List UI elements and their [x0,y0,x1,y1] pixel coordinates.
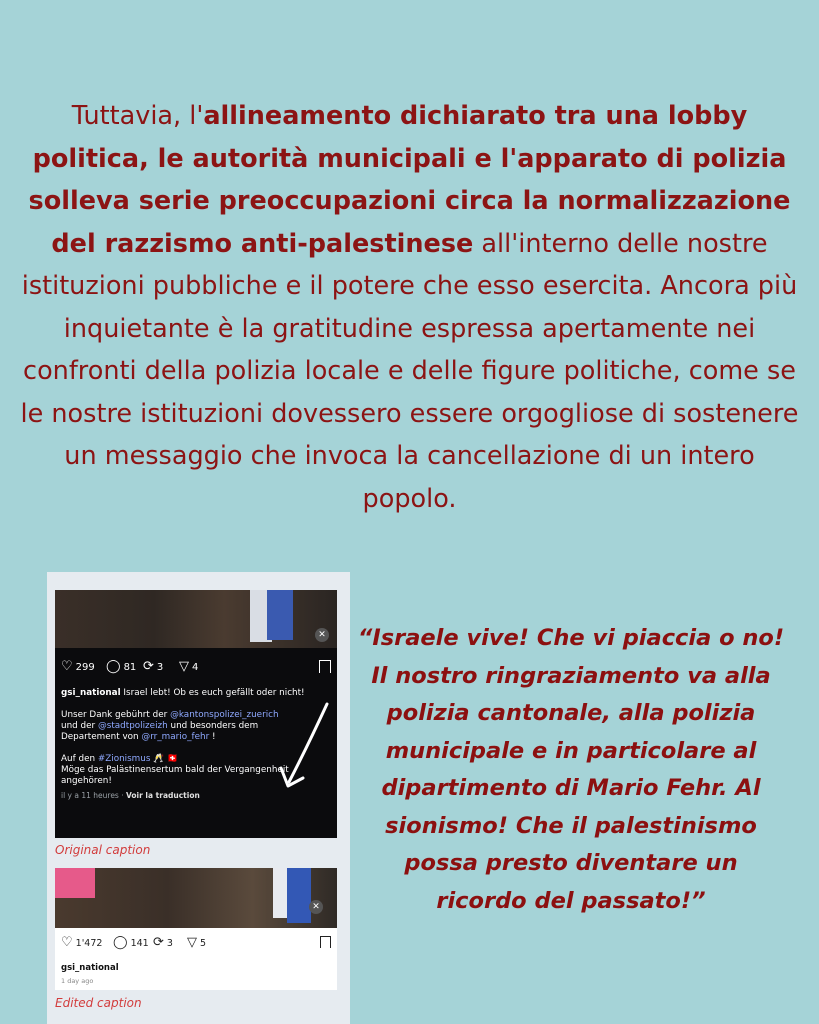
bookmark-icon[interactable] [320,936,331,948]
main-paragraph [20,95,799,520]
repost-icon: ⟳ [153,935,164,950]
mute-icon[interactable]: ✕ [315,628,329,642]
send-icon: ▽ [187,935,197,950]
paragraph-intro: Tuttavia, l' [71,101,204,131]
post-image [55,590,337,648]
comment-icon: ◯ [106,659,121,674]
quote-text: “Israele vive! Che vi piaccia o no! Il nostro ringraziamento va alla polizia cantonale, alla polizia municipale e in particolare al dipartimento di Mario Fehr. Al sionismo! Che il palestinismo possa presto diventare un ricordo del passato!” [357,625,785,914]
heart-icon: ♡ [61,659,73,674]
repost-action[interactable]: ⟳ 3 [153,935,173,950]
share-action[interactable]: ▽ 4 [179,659,199,674]
translate-link[interactable]: Voir la traduction [126,791,200,800]
post-time: 1 day ago [61,977,94,985]
share-action[interactable]: ▽ 5 [187,935,207,950]
paragraph-rest: all'interno delle nostre istituzioni pubbliche e il potere che esso esercita. Ancora più inquietante è la gratitudine espressa apertamente nei confronti della polizia locale e delle figure politiche, come se le nostre istituzioni dovessero essere orgogliose di sostenere un messaggio che invoca la cancellazione di un intero popolo. [20,228,799,514]
edited-caption-label: Edited caption [55,996,142,1010]
repost-action[interactable]: ⟳ 3 [143,659,164,674]
mute-icon[interactable]: ✕ [309,900,323,914]
paragraph-bold: allineamento dichiarato tra una lobby politica, le autorità municipali e l'apparato di polizia solleva serie preoccupazioni circa la normalizzazione del razzismo anti-palestinese [28,101,791,259]
send-icon: ▽ [179,659,189,674]
comment-icon: ◯ [113,935,128,950]
arrow-annotation [275,700,335,795]
like-action[interactable]: ♡ 299 [61,659,95,674]
post-actions [61,936,331,952]
edited-post [55,868,337,990]
original-caption-label: Original caption [55,843,151,857]
like-action[interactable]: ♡ 1'472 [61,935,103,950]
comment-action[interactable]: ◯ 141 [113,935,149,950]
post-caption: gsi_national Israel lebt! Ob es euch gefällt oder nicht! Unser Dank gebührt der @kantonspolizei_zuerich und der @stadtpolizeizh und besonders dem Departement von @rr_mario_fehr ! Auf den #Zionismus 🥂 🇨🇭 Möge das Palästinensertum bald der Vergangenheit angehören! il y a 11 heures · Voir la traduction [61,688,305,800]
original-post [55,590,337,838]
heart-icon: ♡ [61,935,73,950]
username[interactable]: gsi_national [61,963,119,973]
post-actions [61,660,331,678]
comment-action[interactable]: ◯ 81 [106,659,137,674]
post-image [55,868,337,928]
repost-icon: ⟳ [143,659,154,674]
bookmark-icon[interactable] [319,660,331,673]
